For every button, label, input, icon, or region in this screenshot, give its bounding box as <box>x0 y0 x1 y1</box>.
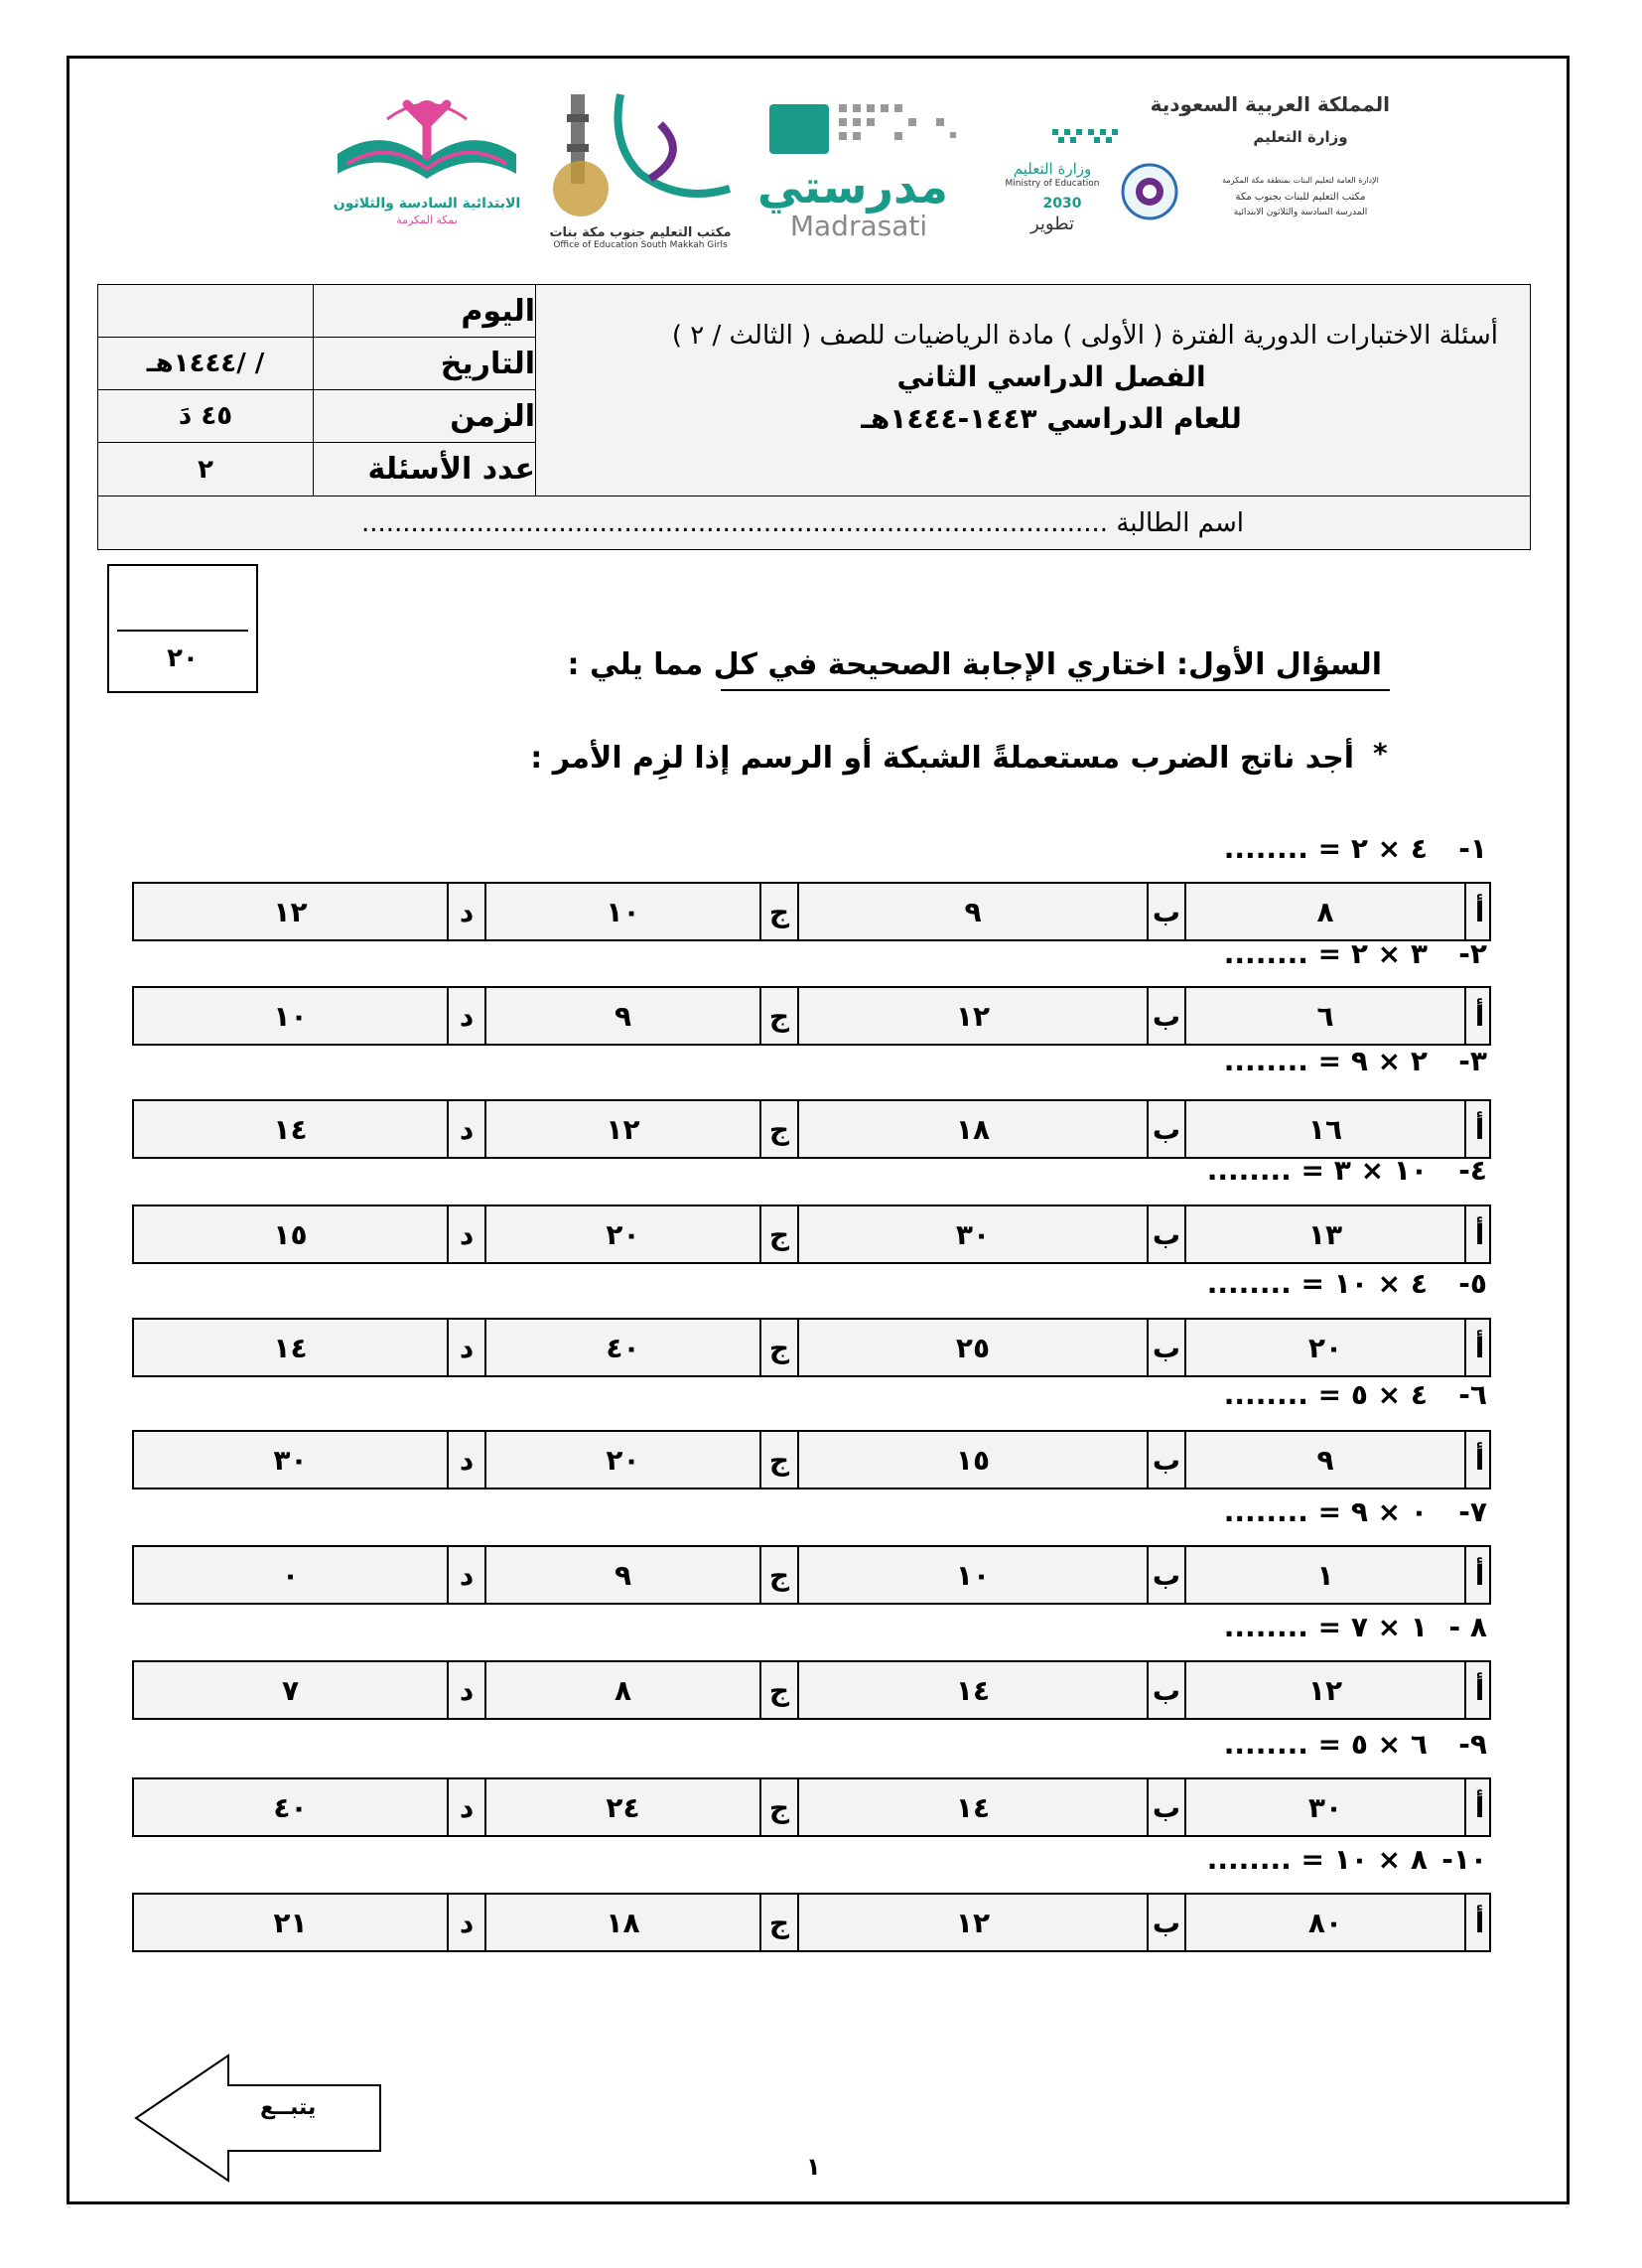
info-table <box>98 285 536 496</box>
vision-2030: 2030 <box>1042 196 1082 212</box>
madrasati-latin: Madrasati <box>789 210 928 242</box>
options-row <box>132 1777 1491 1837</box>
question-number: ٥- <box>1458 1267 1487 1300</box>
school-logo-line2: بمكة المكرمة <box>396 213 458 226</box>
instruction: أجد ناتج الضرب مستعملةً الشبكة أو الرسم إذا لزِم الأمر : <box>530 741 1354 776</box>
page-number: ١ <box>806 2153 821 2181</box>
option-d-value[interactable]: ١٤ <box>273 1112 308 1146</box>
option-b-value[interactable]: ١٢ <box>797 1895 1147 1950</box>
options-row <box>132 1099 1491 1159</box>
question-number: ١٠- <box>1441 1843 1487 1876</box>
office-logo-line1: مكتب التعليم جنوب مكة بنات <box>549 225 732 240</box>
option-c-letter: ج <box>759 1895 797 1950</box>
question-number: ٢- <box>1458 937 1487 970</box>
option-b-value[interactable]: ٣٠ <box>797 1206 1147 1262</box>
exam-title <box>545 315 1498 440</box>
question-expression: ٢ × ٩ = ........ <box>1223 1045 1428 1077</box>
option-d-letter: د <box>447 1662 484 1718</box>
score-divider <box>117 630 248 632</box>
madrasati-icon <box>769 84 978 164</box>
options-row <box>132 1205 1491 1264</box>
option-d-letter: د <box>447 884 484 939</box>
option-b-letter: ب <box>1147 1547 1184 1603</box>
question-prompt <box>1224 1611 1487 1643</box>
option-c-value[interactable]: ١٠ <box>484 884 759 939</box>
option-a-value[interactable]: ٦ <box>1184 988 1464 1044</box>
school-logo <box>328 84 526 253</box>
option-c-letter: ج <box>759 988 797 1044</box>
option-b-letter: ب <box>1147 1662 1184 1718</box>
option-c-letter: ج <box>759 1206 797 1262</box>
heading-underline <box>721 689 1390 691</box>
option-a-value[interactable]: ١٢ <box>1184 1662 1464 1718</box>
option-a-letter: أ <box>1464 1320 1493 1375</box>
kingdom-line2: وزارة التعليم <box>1253 128 1348 146</box>
option-d-value[interactable]: ٢١ <box>273 1906 308 1939</box>
kingdom-line3: الإدارة العامة لتعليم البنات بمنطقة مكة المكرمة <box>1222 176 1379 185</box>
info-value: ٢ <box>98 443 314 496</box>
option-a-value[interactable]: ١٦ <box>1184 1101 1464 1157</box>
option-d-letter: د <box>447 1779 484 1835</box>
info-label: الزمن <box>450 398 535 434</box>
question-prompt <box>1224 832 1487 865</box>
question-number: ٦- <box>1458 1378 1487 1411</box>
options-row <box>132 986 1491 1046</box>
question-number: ٣- <box>1458 1045 1487 1077</box>
option-a-letter: أ <box>1464 1779 1493 1835</box>
option-d-value[interactable]: ٠ <box>281 1558 300 1592</box>
question-expression: ٠ × ٩ = ........ <box>1223 1495 1428 1528</box>
question-expression: ٤ × ٥ = ........ <box>1223 1378 1428 1411</box>
emblem-icon <box>1120 162 1179 221</box>
kingdom-line1: المملكة العربية السعودية <box>1150 92 1390 116</box>
option-a-letter: أ <box>1464 1432 1493 1488</box>
question-expression: ٤ × ١٠ = ........ <box>1206 1267 1428 1300</box>
option-a-value[interactable]: ١٣ <box>1184 1206 1464 1262</box>
option-b-value[interactable]: ١٠ <box>797 1547 1147 1603</box>
option-c-value[interactable]: ٩ <box>484 988 759 1044</box>
options-row <box>132 1660 1491 1720</box>
option-a-letter: أ <box>1464 1895 1493 1950</box>
kingdom-line5: المدرسة السادسة والثلاثون الابتدائية <box>1233 208 1368 217</box>
option-d-value[interactable]: ١٥ <box>273 1217 308 1251</box>
option-c-value[interactable]: ٩ <box>484 1547 759 1603</box>
question-expression: ٦ × ٥ = ........ <box>1223 1728 1428 1761</box>
option-a-letter: أ <box>1464 1206 1493 1262</box>
option-d-letter: د <box>447 988 484 1044</box>
moe-latin: Ministry of Education <box>1005 179 1100 189</box>
question-prompt <box>1224 1728 1487 1761</box>
option-d-letter: د <box>447 1320 484 1375</box>
option-a-letter: أ <box>1464 1662 1493 1718</box>
option-c-letter: ج <box>759 1320 797 1375</box>
option-c-value[interactable]: ١٢ <box>484 1101 759 1157</box>
question-number: ١- <box>1458 832 1487 865</box>
option-c-value[interactable]: ٢٠ <box>484 1206 759 1262</box>
info-row-time <box>98 390 535 443</box>
office-logo-icon <box>541 84 740 223</box>
student-name-row <box>98 496 1530 551</box>
option-c-value[interactable]: ٢٠ <box>484 1432 759 1488</box>
option-b-letter: ب <box>1147 1206 1184 1262</box>
question-heading: السؤال الأول: اختاري الإجابة الصحيحة في كل مما يلي : <box>567 647 1382 682</box>
madrasati-logo <box>756 84 978 253</box>
school-logo-icon <box>328 84 526 213</box>
option-c-value[interactable]: ٨ <box>484 1662 759 1718</box>
option-b-value[interactable]: ١٤ <box>797 1779 1147 1835</box>
question-prompt <box>1207 1267 1487 1300</box>
continue-label: يتبــع <box>260 2095 317 2120</box>
question-expression: ٤ × ٢ = ........ <box>1223 832 1428 865</box>
kingdom-logo <box>1150 84 1390 253</box>
question-number: ٨ - <box>1448 1611 1487 1643</box>
option-c-value[interactable]: ٢٤ <box>484 1779 759 1835</box>
option-d-value[interactable]: ٤٠ <box>273 1790 308 1824</box>
option-a-value[interactable]: ٣٠ <box>1184 1779 1464 1835</box>
option-c-letter: ج <box>759 1662 797 1718</box>
exam-header <box>97 284 1531 550</box>
info-label: عدد الأسئلة <box>367 452 535 487</box>
option-b-letter: ب <box>1147 1432 1184 1488</box>
option-c-value[interactable]: ٤٠ <box>484 1320 759 1375</box>
option-d-letter: د <box>447 1206 484 1262</box>
score-box <box>107 564 258 693</box>
option-d-value[interactable]: ٧ <box>281 1673 300 1707</box>
option-a-letter: أ <box>1464 988 1493 1044</box>
madrasati-arabic: مدرستي <box>756 160 948 213</box>
question-prompt <box>1207 1843 1487 1876</box>
option-d-letter: د <box>447 1895 484 1950</box>
option-c-letter: ج <box>759 1432 797 1488</box>
option-d-letter: د <box>447 1101 484 1157</box>
option-a-letter: أ <box>1464 1547 1493 1603</box>
kingdom-line4: مكتب التعليم للبنات بجنوب مكة <box>1235 192 1366 203</box>
student-name-field[interactable]: اسم الطالبة ........................................................................................... <box>360 508 1244 538</box>
question-prompt <box>1224 937 1487 970</box>
school-logo-line1: الابتدائية السادسة والثلاثون <box>333 196 521 212</box>
option-d-value[interactable]: ١٤ <box>273 1331 308 1364</box>
question-expression: ٨ × ١٠ = ........ <box>1206 1843 1428 1876</box>
option-b-value[interactable]: ١٤ <box>797 1662 1147 1718</box>
option-b-letter: ب <box>1147 1320 1184 1375</box>
question-expression: ١ × ٧ = ........ <box>1223 1611 1428 1643</box>
question-prompt <box>1224 1495 1487 1528</box>
title-line1: أسئلة الاختبارات الدورية الفترة ( الأولى ) مادة الرياضيات للصف ( الثالث / ٢ ) <box>671 321 1498 351</box>
option-c-value[interactable]: ١٨ <box>484 1895 759 1950</box>
option-b-value[interactable]: ١٥ <box>797 1432 1147 1488</box>
question-prompt <box>1224 1045 1487 1077</box>
option-d-letter: د <box>447 1547 484 1603</box>
option-c-letter: ج <box>759 1101 797 1157</box>
options-row <box>132 882 1491 941</box>
info-row-date <box>98 338 535 390</box>
option-d-value[interactable]: ١٠ <box>273 999 308 1033</box>
title-line3: للعام الدراسي ١٤٤٣-١٤٤٤هـ <box>861 402 1242 435</box>
option-b-value[interactable]: ١٨ <box>797 1101 1147 1157</box>
info-row-count <box>98 443 535 496</box>
option-d-letter: د <box>447 1432 484 1488</box>
question-number: ٩- <box>1458 1728 1487 1761</box>
option-a-value[interactable]: ٨٠ <box>1184 1895 1464 1950</box>
continue-arrow-icon <box>134 2054 382 2183</box>
question-prompt <box>1207 1154 1487 1187</box>
info-row-day <box>98 285 535 338</box>
office-logo <box>541 84 740 253</box>
info-label: اليوم <box>461 293 535 329</box>
option-b-value[interactable]: ٢٥ <box>797 1320 1147 1375</box>
option-a-value[interactable]: ٢٠ <box>1184 1320 1464 1375</box>
question-expression: ١٠ × ٣ = ........ <box>1206 1154 1428 1187</box>
question-prompt <box>1224 1378 1487 1411</box>
option-a-value[interactable]: ٨ <box>1184 884 1464 939</box>
tatweer: تطوير <box>1029 213 1074 234</box>
option-b-value[interactable]: ١٢ <box>797 988 1147 1044</box>
options-row <box>132 1318 1491 1377</box>
option-c-letter: ج <box>759 1547 797 1603</box>
info-value <box>98 285 314 337</box>
option-d-value[interactable]: ٣٠ <box>273 1443 308 1477</box>
instruction-star: * <box>1373 737 1388 770</box>
option-a-letter: أ <box>1464 884 1493 939</box>
question-expression: ٣ × ٢ = ........ <box>1223 937 1428 970</box>
option-a-value[interactable]: ١ <box>1184 1547 1464 1603</box>
options-row <box>132 1430 1491 1489</box>
moe-arabic: وزارة التعليم <box>1013 160 1092 178</box>
option-d-value[interactable]: ١٢ <box>273 895 308 928</box>
question-number: ٤- <box>1458 1154 1487 1187</box>
option-a-letter: أ <box>1464 1101 1493 1157</box>
option-b-letter: ب <box>1147 1895 1184 1950</box>
title-line2: الفصل الدراسي الثاني <box>896 360 1206 393</box>
question-number: ٧- <box>1458 1495 1487 1528</box>
info-value: ٤٥ دَ <box>98 390 314 442</box>
option-b-value[interactable]: ٩ <box>797 884 1147 939</box>
info-label: التاريخ <box>440 346 535 381</box>
logo-strip <box>318 84 1390 258</box>
option-b-letter: ب <box>1147 1101 1184 1157</box>
option-c-letter: ج <box>759 1779 797 1835</box>
score-total: ٢٠ <box>167 643 199 673</box>
option-a-value[interactable]: ٩ <box>1184 1432 1464 1488</box>
option-b-letter: ب <box>1147 1779 1184 1835</box>
options-row <box>132 1545 1491 1605</box>
info-value: / /١٤٤٤هـ <box>98 338 314 389</box>
office-logo-line2: Office of Education South Makkah Girls <box>553 240 728 250</box>
option-b-letter: ب <box>1147 988 1184 1044</box>
option-b-letter: ب <box>1147 884 1184 939</box>
option-c-letter: ج <box>759 884 797 939</box>
options-row <box>132 1893 1491 1952</box>
